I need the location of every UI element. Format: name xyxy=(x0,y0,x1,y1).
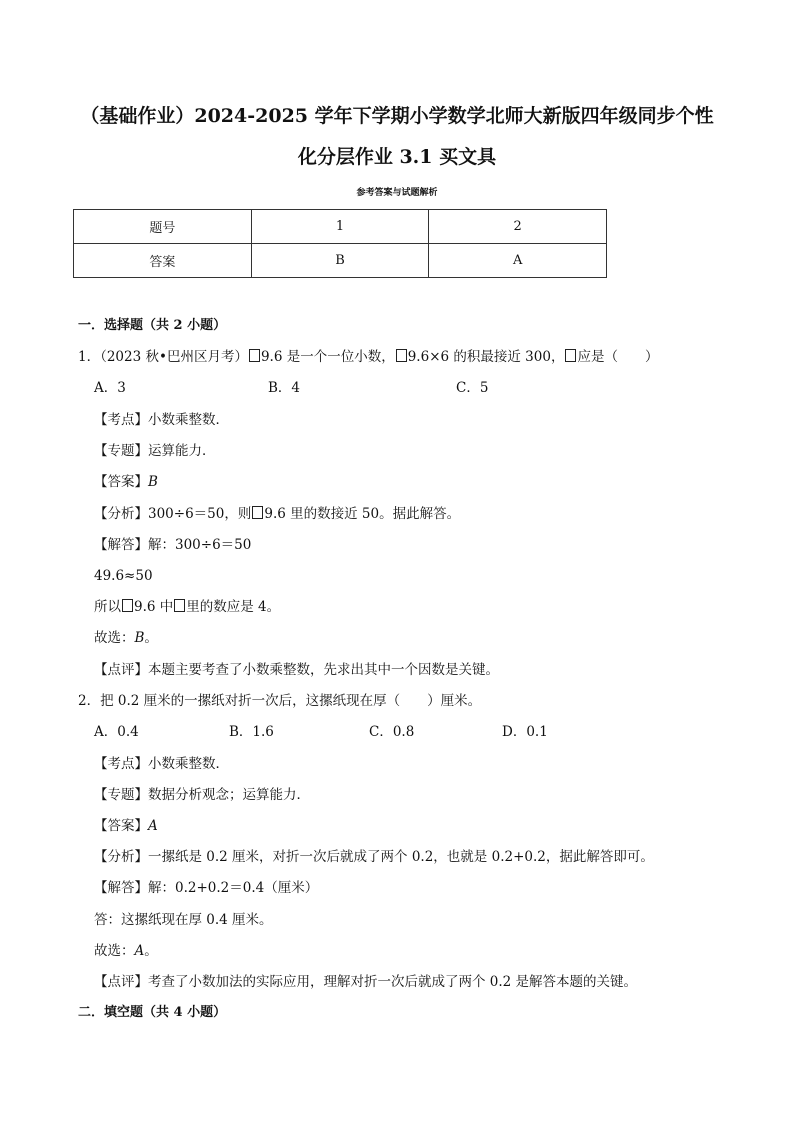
question-2-kaodian xyxy=(94,754,229,774)
label-kaodian: 【考点】 xyxy=(94,412,148,428)
question-1-daan xyxy=(94,472,158,492)
question-1-dianping xyxy=(94,660,499,680)
blank-box-icon xyxy=(565,349,576,362)
question-1-option-a: A．3 xyxy=(94,380,126,396)
question-1-stem xyxy=(78,347,658,367)
choice-text: 故选： xyxy=(94,630,135,646)
document-title-line-2: 化分层作业 3.1 买文具 xyxy=(297,146,497,168)
label-jieda: 【解答】 xyxy=(94,537,148,553)
label-daan: 【答案】 xyxy=(94,818,148,834)
table-cell: 2 xyxy=(429,210,607,244)
question-1-choice-line xyxy=(94,628,158,648)
question-2-stem: 2．把 0.2 厘米的一摞纸对折一次后，这摞纸现在厚（ ）厘米。 xyxy=(78,693,482,709)
section-heading-fill-blank: 二．填空题（共 4 小题） xyxy=(78,1005,227,1020)
jieda-text: 解：0.2+0.2＝0.4（厘米） xyxy=(148,880,319,896)
question-1-zhuanti xyxy=(94,441,216,461)
dianping-text: 本题主要考查了小数乘整数，先求出其中一个因数是关键。 xyxy=(148,662,499,678)
question-1-part1: 9.6 是一个一位小数， xyxy=(260,349,395,365)
question-2-fenxi xyxy=(94,847,654,867)
question-1-part2: 9.6×6 的积最接近 300， xyxy=(407,349,565,365)
choice-text: 。 xyxy=(144,630,158,646)
blank-box-icon xyxy=(252,506,263,519)
choice-text: 故选： xyxy=(94,943,135,959)
question-1-prefix: 1．（2023 秋•巴州区月考） xyxy=(78,349,248,365)
zhuanti-text: 运算能力． xyxy=(148,443,216,459)
jieda-text: 解：300÷6＝50 xyxy=(148,537,252,553)
question-1-kaodian xyxy=(94,410,229,430)
question-2-jieda xyxy=(94,878,318,898)
blank-box-icon xyxy=(396,349,407,362)
question-2-option-d: D．0.1 xyxy=(502,724,548,740)
solution-text: 9.6 中 xyxy=(134,599,174,615)
blank-box-icon xyxy=(174,599,185,612)
kaodian-text: 小数乘整数． xyxy=(148,756,229,772)
fenxi-text-a: 300÷6＝50，则 xyxy=(148,506,252,522)
choice-answer: B xyxy=(134,630,145,646)
document-title-line-1: （基础作业）2024-2025 学年下学期小学数学北师大新版四年级同步个性 xyxy=(80,105,714,127)
label-fenxi: 【分析】 xyxy=(94,506,148,522)
table-cell: 答案 xyxy=(74,244,252,278)
question-1-part3: 应是（ ） xyxy=(577,349,659,365)
fenxi-text: 一摞纸是 0.2 厘米，对折一次后就成了两个 0.2，也就是 0.2+0.2，据此解答即可。 xyxy=(148,849,654,865)
table-cell: B xyxy=(251,244,429,278)
choice-answer: A xyxy=(134,943,145,959)
question-1-solution-line xyxy=(94,597,280,617)
question-2-dianping xyxy=(94,972,637,992)
label-dianping: 【点评】 xyxy=(94,662,148,678)
question-2-daan xyxy=(94,816,158,836)
question-1-solution-line: 49.6≈50 xyxy=(94,568,153,584)
daan-text: A xyxy=(148,818,158,834)
table-cell: A xyxy=(429,244,607,278)
question-1-option-b: B．4 xyxy=(268,380,301,396)
label-zhuanti: 【专题】 xyxy=(94,443,148,459)
label-fenxi: 【分析】 xyxy=(94,849,148,865)
question-2-option-b: B．1.6 xyxy=(229,724,274,740)
question-1-fenxi xyxy=(94,504,460,524)
question-2-choice-line xyxy=(94,941,158,961)
fenxi-text-b: 9.6 里的数接近 50。据此解答。 xyxy=(264,506,461,522)
label-zhuanti: 【专题】 xyxy=(94,787,148,803)
dianping-text: 考查了小数加法的实际应用，理解对折一次后就成了两个 0.2 是解答本题的关键。 xyxy=(148,974,638,990)
label-jieda: 【解答】 xyxy=(94,880,148,896)
choice-text: 。 xyxy=(144,943,158,959)
blank-box-icon xyxy=(122,599,133,612)
answer-table-answer-row xyxy=(74,244,607,278)
answer-table xyxy=(73,209,607,278)
question-1-option-c: C．5 xyxy=(456,380,489,396)
label-daan: 【答案】 xyxy=(94,474,148,490)
section-heading-choice: 一．选择题（共 2 小题） xyxy=(78,318,227,333)
blank-box-icon xyxy=(249,349,260,362)
document-subtitle: 参考答案与试题解析 xyxy=(356,188,438,198)
question-2-option-a: A．0.4 xyxy=(94,724,139,740)
kaodian-text: 小数乘整数． xyxy=(148,412,229,428)
solution-text: 里的数应是 4。 xyxy=(186,599,281,615)
label-kaodian: 【考点】 xyxy=(94,756,148,772)
answer-table-header-row xyxy=(74,210,607,244)
question-1-jieda xyxy=(94,535,251,555)
table-cell: 1 xyxy=(251,210,429,244)
question-2-option-c: C．0.8 xyxy=(369,724,415,740)
table-cell: 题号 xyxy=(74,210,252,244)
label-dianping: 【点评】 xyxy=(94,974,148,990)
daan-text: B xyxy=(148,474,158,490)
zhuanti-text: 数据分析观念；运算能力． xyxy=(148,787,310,803)
question-2-zhuanti xyxy=(94,785,310,805)
solution-text: 所以 xyxy=(94,599,121,615)
question-2-solution-line: 答：这摞纸现在厚 0.4 厘米。 xyxy=(94,912,273,928)
